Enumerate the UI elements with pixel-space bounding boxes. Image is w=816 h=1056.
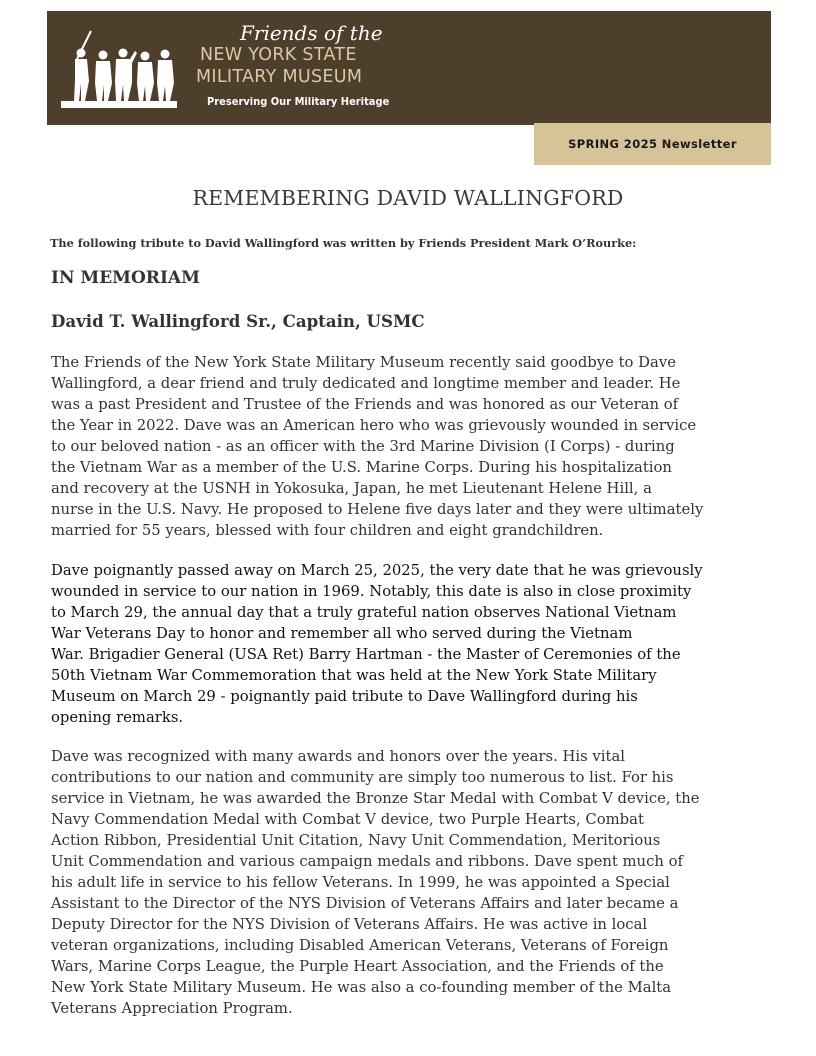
section-subheading: David T. Wallingford Sr., Captain, USMC: [51, 311, 425, 331]
paragraph-line: Dave was recognized with many awards and honors over the years. His vital: [51, 748, 626, 765]
paragraph-line: 50th Vietnam War Commemoration that was held at the New York State Military: [51, 667, 657, 684]
paragraph-line: Action Ribbon, Presidential Unit Citation, Navy Unit Commendation, Meritorious: [51, 832, 661, 849]
section-heading: IN MEMORIAM: [51, 268, 200, 288]
paragraph-line: service in Vietnam, he was awarded the Bronze Star Medal with Combat V device, the: [51, 790, 700, 807]
paragraph-line: Veterans Appreciation Program.: [51, 1000, 293, 1017]
paragraph-line: Unit Commendation and various campaign medals and ribbons. Dave spent much of: [51, 853, 683, 870]
paragraph-line: opening remarks.: [51, 709, 184, 726]
paragraph-line: Deputy Director for the NYS Division of Veterans Affairs. He was active in local: [51, 916, 648, 933]
paragraph-line: Dave poignantly passed away on March 25, 2025, the very date that he was grievously: [51, 562, 703, 579]
paragraph-line: War. Brigadier General (USA Ret) Barry Hartman - the Master of Ceremonies of the: [51, 646, 681, 663]
paragraph-line: the Vietnam War as a member of the U.S. Marine Corps. During his hospitalization: [51, 459, 672, 476]
paragraph-line: was a past President and Trustee of the Friends and was honored as our Veteran of: [51, 396, 679, 413]
paragraph-line: Assistant to the Director of the NYS Division of Veterans Affairs and later became a: [51, 895, 679, 912]
logo-text-friends: Friends of the: [240, 21, 383, 45]
paragraph-line: and recovery at the USNH in Yokosuka, Japan, he met Lieutenant Helene Hill, a: [51, 480, 652, 497]
paragraph-line: nurse in the U.S. Navy. He proposed to Helene five days later and they were ultimately: [51, 501, 704, 518]
paragraph-line: Wars, Marine Corps League, the Purple Heart Association, and the Friends of the: [51, 958, 664, 975]
paragraph-2: [51, 560, 751, 728]
paragraph-line: his adult life in service to his fellow Veterans. In 1999, he was appointed a Special: [51, 874, 670, 891]
paragraph-line: wounded in service to our nation in 1969. Notably, this date is also in close proximity: [51, 583, 692, 600]
header-banner: [47, 11, 771, 125]
logo-text-state: NEW YORK STATE: [200, 45, 357, 65]
paragraph-line: War Veterans Day to honor and remember all who served during the Vietnam: [51, 625, 633, 642]
paragraph-3: [51, 746, 751, 1019]
article-title: REMEMBERING DAVID WALLINGFORD: [192, 186, 624, 210]
paragraph-line: to our beloved nation - as an officer with the 3rd Marine Division (I Corps) - during: [51, 438, 675, 455]
paragraph-line: Wallingford, a dear friend and truly dedicated and longtime member and leader. He: [51, 375, 681, 392]
paragraph-line: the Year in 2022. Dave was an American hero who was grievously wounded in service: [51, 417, 697, 434]
paragraph-line: married for 55 years, blessed with four children and eight grandchildren.: [51, 522, 604, 539]
paragraph-line: contributions to our nation and community are simply too numerous to list. For his: [51, 769, 674, 786]
issue-label-box: [534, 123, 771, 165]
paragraph-line: veteran organizations, including Disabled American Veterans, Veterans of Foreign: [51, 937, 669, 954]
paragraph-line: The Friends of the New York State Military Museum recently said goodbye to Dave: [51, 354, 676, 371]
paragraph-line: New York State Military Museum. He was also a co-founding member of the Malta: [51, 979, 672, 996]
paragraph-line: to March 29, the annual day that a truly grateful nation observes National Vietnam: [51, 604, 677, 621]
paragraph-line: Navy Commendation Medal with Combat V device, two Purple Hearts, Combat: [51, 811, 644, 828]
article-intro: The following tribute to David Wallingford was written by Friends President Mark O’Rourke:: [50, 236, 637, 250]
issue-label: SPRING 2025 Newsletter: [568, 137, 737, 151]
logo-tagline: Preserving Our Military Heritage: [207, 95, 390, 108]
soldier-silhouettes-icon: [59, 29, 181, 111]
logo-text-museum: MILITARY MUSEUM: [196, 67, 363, 87]
paragraph-line: Museum on March 29 - poignantly paid tribute to Dave Wallingford during his: [51, 688, 638, 705]
paragraph-1: [51, 352, 751, 541]
